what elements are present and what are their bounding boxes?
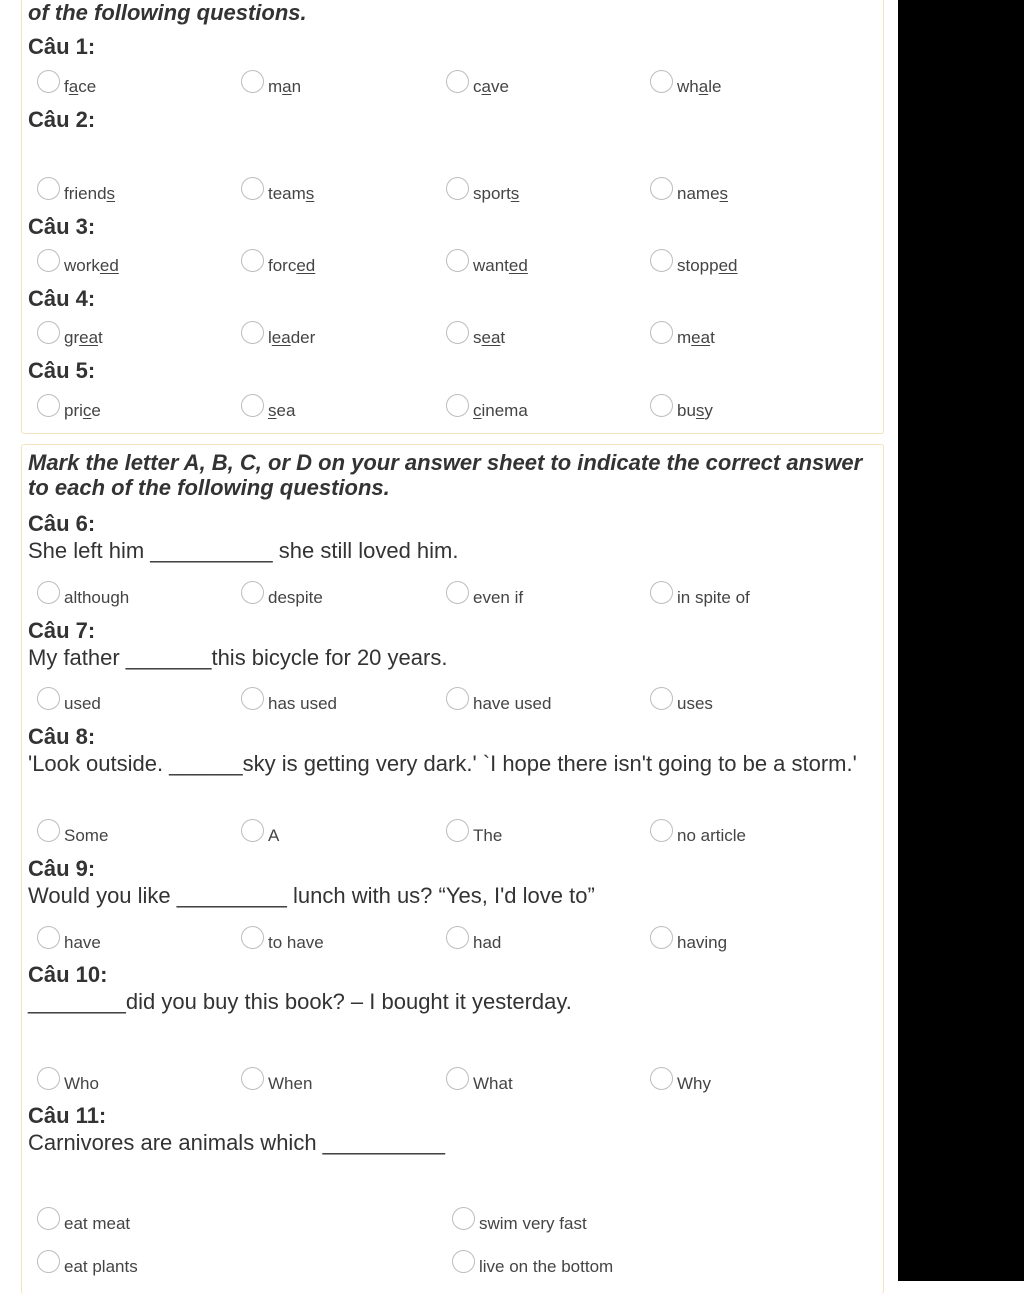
radio-button[interactable] — [37, 321, 60, 344]
question-label-8: Câu 8: — [28, 724, 96, 749]
radio-button[interactable] — [37, 1067, 60, 1090]
question-label-5: Câu 5: — [28, 358, 96, 383]
radio-button[interactable] — [241, 1067, 264, 1090]
radio-button[interactable] — [446, 70, 469, 93]
radio-button[interactable] — [241, 926, 264, 949]
radio-button[interactable] — [446, 177, 469, 200]
question-label-2: Câu 2: — [28, 107, 96, 132]
radio-button[interactable] — [650, 819, 673, 842]
question-label-9: Câu 9: — [28, 856, 96, 881]
radio-button[interactable] — [446, 321, 469, 344]
radio-button[interactable] — [37, 819, 60, 842]
radio-button[interactable] — [37, 249, 60, 272]
radio-button[interactable] — [650, 1067, 673, 1090]
question-text-11: Carnivores are animals which __________ — [28, 1130, 446, 1155]
quiz-card-pronunciation — [21, 0, 884, 434]
question-label-10: Câu 10: — [28, 962, 108, 987]
right-black-bar — [898, 0, 1024, 1281]
radio-button[interactable] — [37, 394, 60, 417]
radio-button[interactable] — [37, 687, 60, 710]
radio-button[interactable] — [37, 1250, 60, 1273]
question-label-6: Câu 6: — [28, 511, 96, 536]
radio-button[interactable] — [446, 581, 469, 604]
radio-button[interactable] — [650, 321, 673, 344]
question-label-3: Câu 3: — [28, 214, 96, 239]
radio-button[interactable] — [452, 1207, 475, 1230]
question-text-9: Would you like _________ lunch with us? “Yes, I'd love to” — [28, 883, 595, 908]
radio-button[interactable] — [446, 249, 469, 272]
radio-button[interactable] — [446, 394, 469, 417]
radio-button[interactable] — [446, 819, 469, 842]
question-label-1: Câu 1: — [28, 34, 96, 59]
radio-button[interactable] — [241, 394, 264, 417]
radio-button[interactable] — [37, 926, 60, 949]
radio-button[interactable] — [37, 177, 60, 200]
radio-button[interactable] — [650, 177, 673, 200]
radio-button[interactable] — [241, 249, 264, 272]
question-label-11: Câu 11: — [28, 1103, 107, 1128]
question-text-8: 'Look outside. ______sky is getting very dark.' `I hope there isn't going to be a storm.' — [28, 751, 857, 776]
question-text-10: ________did you buy this book? – I bought it yesterday. — [28, 989, 572, 1014]
question-label-4: Câu 4: — [28, 286, 96, 311]
radio-button[interactable] — [241, 687, 264, 710]
radio-button[interactable] — [37, 1207, 60, 1230]
radio-button[interactable] — [241, 177, 264, 200]
radio-button[interactable] — [650, 687, 673, 710]
radio-button[interactable] — [650, 70, 673, 93]
question-text-6: She left him __________ she still loved him. — [28, 538, 459, 563]
radio-button[interactable] — [446, 687, 469, 710]
radio-button[interactable] — [446, 926, 469, 949]
radio-button[interactable] — [452, 1250, 475, 1273]
radio-button[interactable] — [650, 926, 673, 949]
radio-button[interactable] — [37, 70, 60, 93]
question-text-7: My father _______this bicycle for 20 years. — [28, 645, 448, 670]
section1-instruction-tail: of the following questions. — [28, 0, 307, 25]
radio-button[interactable] — [241, 581, 264, 604]
radio-button[interactable] — [650, 394, 673, 417]
radio-button[interactable] — [241, 70, 264, 93]
radio-button[interactable] — [241, 321, 264, 344]
question-label-7: Câu 7: — [28, 618, 96, 643]
radio-button[interactable] — [650, 581, 673, 604]
radio-button[interactable] — [650, 249, 673, 272]
radio-button[interactable] — [241, 819, 264, 842]
radio-button[interactable] — [446, 1067, 469, 1090]
quiz-card-grammar — [21, 444, 884, 1294]
radio-button[interactable] — [37, 581, 60, 604]
section2-instruction: Mark the letter A, B, C, or D on your answer sheet to indicate the correct answer to each of the following questions. — [28, 450, 863, 500]
